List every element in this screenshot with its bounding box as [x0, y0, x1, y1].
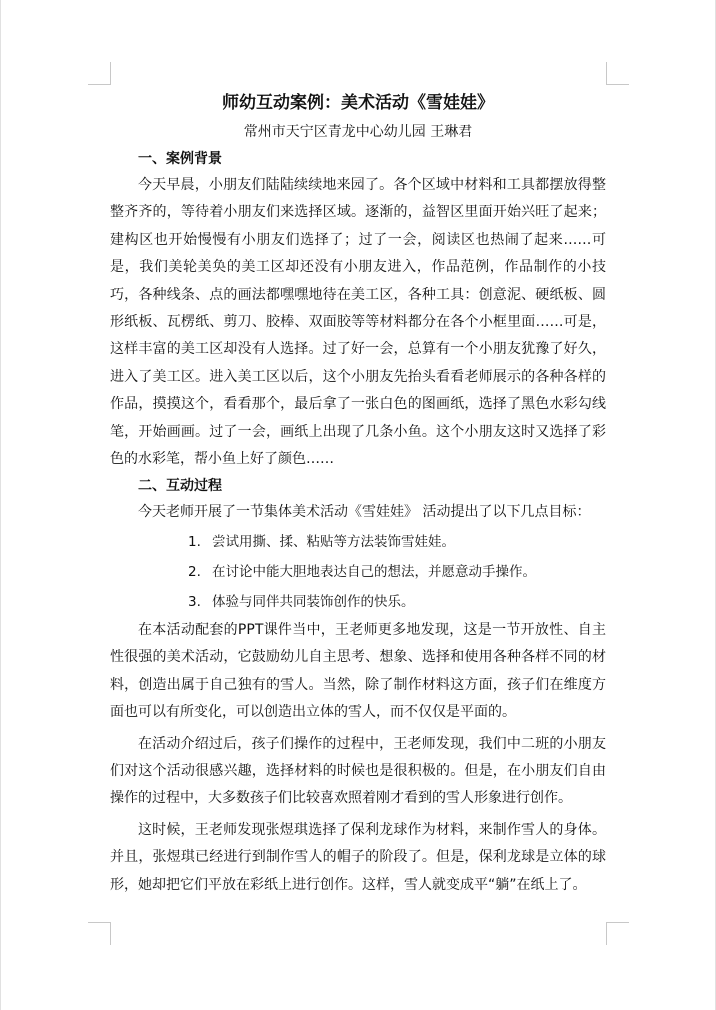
process-paragraph-2: 在活动介绍过后，孩子们操作的过程中，王老师发现，我们中二班的小朋友们对这个活动很感兴趣，选择材料的时候也是很积极的。但是，在小朋友们自由操作的过程中，大多数孩子们比较喜欢照着刚才看到的雪人形象进行创作。: [110, 735, 606, 807]
page-left-edge: [0, 0, 1, 1010]
document-title: 师幼互动案例：美术活动《雪娃娃》: [222, 93, 494, 113]
document-body: [110, 88, 606, 899]
goal-text: 在讨论中能大胆地表达自己的想法，并愿意动手操作。: [212, 563, 536, 580]
process-paragraph-3: 这时候，王老师发现张煜琪选择了保利龙球作为材料，来制作雪人的身体。并且，张煜琪已经进行到制作雪人的帽子的阶段了。但是，保利龙球是立体的球形，她却把它们平放在彩纸上进行创作。这样，雪人就变成平“躺”在纸上了。: [110, 821, 606, 893]
background-paragraph: 今天早晨，小朋友们陆陆续续地来园了。各个区域中材料和工具都摆放得整整齐齐的，等待着小朋友们来选择区域。逐渐的，益智区里面开始兴旺了起来；建构区也开始慢慢有小朋友们选择了；过了一会，阅读区也热闹了起来……可是，我们美轮美奂的美工区却还没有小朋友进入，作品范例，作品制作的小技巧，各种线条、点的画法都嘿嘿地待在美工区，各种工具：创意泥、硬纸板、圆形纸板、瓦楞纸、剪刀、胶棒、双面胶等等材料都分在各个小框里面……可是，这样丰富的美工区却没有人选择。过了好一会，总算有一个小朋友犹豫了好久，进入了美工区。进入美工区以后，这个小朋友先抬头看看老师展示的各种各样的作品，摸摸这个，看看那个，最后拿了一张白色的图画纸，选择了黑色水彩勾线笔，开始画画。过了一会，画纸上出现了几条小鱼。这个小朋友这时又选择了彩色的水彩笔，帮小鱼上好了颜色……: [110, 177, 606, 468]
section-heading-process: 二、互动过程: [138, 478, 222, 495]
goal-number: 2.: [188, 563, 201, 580]
crop-mark-top-right: [606, 62, 629, 85]
process-intro-paragraph: 今天老师开展了一节集体美术活动《雪娃娃》 活动提出了以下几点目标：: [138, 504, 591, 521]
crop-mark-bottom-left: [88, 922, 111, 945]
crop-mark-bottom-right: [606, 922, 629, 945]
goal-list: [110, 527, 606, 617]
list-item: [110, 557, 606, 587]
goal-number: 1.: [188, 533, 201, 550]
process-paragraph-1: 在本活动配套的PPT课件当中，王老师更多地发现，这是一节开放性、自主性很强的美术活动，它鼓励幼儿自主思考、想象、选择和使用各种各样不同的材料，创造出属于自己独有的雪人。当然，除了制作材料这方面，孩子们在维度方面也可以有所变化，可以创造出立体的雪人，而不仅仅是平面的。: [110, 621, 606, 721]
author-line: 常州市天宁区青龙中心幼儿园 王琳君: [243, 124, 473, 140]
crop-mark-top-left: [88, 62, 111, 85]
section-heading-background: 一、案例背景: [138, 151, 222, 167]
list-item: [110, 587, 606, 617]
list-item: [110, 527, 606, 557]
goal-text: 体验与同伴共同装饰创作的快乐。: [212, 593, 415, 610]
goal-text: 尝试用撕、揉、粘贴等方法装饰雪娃娃。: [212, 533, 455, 550]
goal-number: 3.: [188, 593, 201, 610]
